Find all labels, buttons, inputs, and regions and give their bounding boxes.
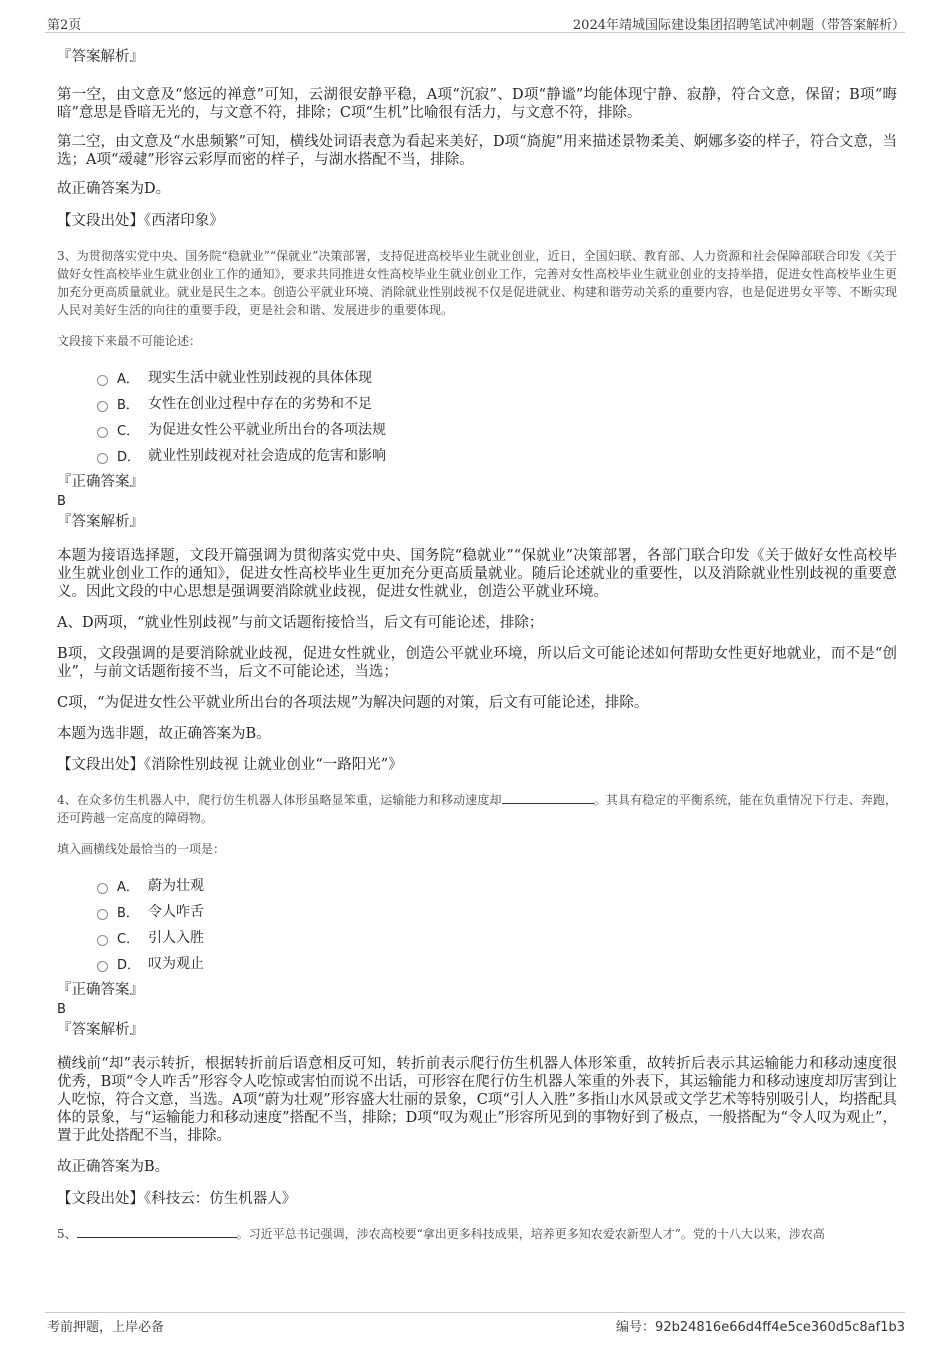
q4-option-d[interactable]	[57, 950, 897, 976]
q4-options	[57, 872, 897, 976]
q2-analysis-para-1: 第一空，由文意及“悠远的禅意”可知，云湖很安静平稳，A项“沉寂”、D项“静谧”均能体现宁静、寂静，符合文意，保留；B项“晦暗”意思是昏暗无光的，与文意不符，排除；C项“生机”比喻很有活力，与文意不符，排除。	[57, 87, 897, 121]
radio-icon[interactable]	[97, 909, 108, 920]
footer-divider	[45, 1312, 905, 1313]
q3-answer-label: 『正确答案』	[57, 474, 144, 490]
radio-icon[interactable]	[97, 375, 108, 386]
q3-analysis-para-1: 本题为接语选择题，文段开篇强调为贯彻落实党中央、国务院“稳就业”“保就业”决策部署，各部门联合印发《关于做好女性高校毕业生就业创业工作的通知》，促进女性高校毕业生更加充分更高质量就业。随后论述就业的重要性，以及消除就业性别歧视的重要意义。因此文段的中心思想是强调要消除就业歧视，促进女性就业，创造公平就业环境。	[57, 548, 897, 600]
code-label: 编号：	[616, 1320, 656, 1335]
option-letter: B．	[117, 397, 139, 413]
option-text: 为促进女性公平就业所出台的各项法规	[148, 422, 386, 438]
q3-option-c[interactable]	[57, 416, 897, 442]
fill-blank	[77, 1225, 237, 1238]
radio-icon[interactable]	[97, 401, 108, 412]
option-letter: B．	[117, 905, 139, 921]
option-text: 叹为观止	[148, 956, 204, 972]
question-5	[57, 1225, 897, 1243]
q4-question-text	[57, 791, 897, 827]
option-letter: C．	[117, 931, 140, 947]
radio-icon[interactable]	[97, 935, 108, 946]
q2-conclusion: 故正确答案为D。	[57, 181, 171, 197]
q3-option-a[interactable]	[57, 364, 897, 390]
q4-analysis-label: 『答案解析』	[57, 1022, 144, 1038]
document-title: 2024年靖城国际建设集团招聘笔试冲刺题（带答案解析）	[572, 18, 905, 33]
option-text: 女性在创业过程中存在的劣势和不足	[148, 396, 372, 412]
option-text: 令人咋舌	[148, 904, 204, 920]
q4-conclusion: 故正确答案为B。	[57, 1159, 170, 1175]
q4-option-b[interactable]	[57, 898, 897, 924]
q5-question-text	[57, 1225, 897, 1243]
option-text: 蔚为壮观	[148, 878, 204, 894]
option-letter: D．	[117, 449, 141, 465]
q4-source: 【文段出处】《科技云：仿生机器人》	[57, 1191, 297, 1207]
option-text: 就业性别歧视对社会造成的危害和影响	[148, 448, 386, 464]
q3-options	[57, 364, 897, 468]
page-header	[0, 0, 950, 34]
q5-question-after: 。习近平总书记强调，涉农高校要“拿出更多科技成果，培养更多知农爱农新型人才”。党的十八大以来，涉农高	[236, 1227, 825, 1241]
question-4	[57, 791, 897, 1208]
code-value: 92b24816e66d4ff4e5ce360d5c8af1b3	[655, 1320, 905, 1335]
q3-answer: B	[57, 494, 66, 509]
q5-number: 5、	[57, 1227, 77, 1241]
q3-source: 【文段出处】《消除性别歧视 让就业创业“一路阳光”》	[57, 757, 403, 773]
page-number: 第2页	[47, 18, 82, 33]
q4-question-after: 。其具有稳定的平衡系统，能在负重情况下行走、奔跑，还可跨越一定高度的障碍物。	[57, 793, 897, 825]
q3-analysis-para-4: C项，“为促进女性公平就业所出台的各项法规”为解决问题的对策，后文有可能论述，排除。	[57, 695, 649, 711]
page-content	[57, 40, 897, 1243]
radio-icon[interactable]	[97, 883, 108, 894]
q4-analysis-para-1: 横线前“却”表示转折，根据转折前后语意相反可知，转折前表示爬行仿生机器人体形笨重，故转折后表示其运输能力和移动速度很优秀，B项“令人咋舌”形容令人吃惊或害怕而说不出话，可形容在爬行仿生机器人笨重的外表下，其运输能力和移动速度却厉害到让人吃惊，符合文意，当选。A项“蔚为壮观”形容盛大壮丽的景象，C项“引人入胜”多指山水风景或文学艺术等特别吸引人，均搭配具体的景象，与“运输能力和移动速度”搭配不当，排除；D项“叹为观止”形容所见到的事物好到了极点，一般搭配为“令人叹为观止”，置于此处搭配不当，排除。	[57, 1056, 897, 1144]
q3-conclusion: 本题为选非题，故正确答案为B。	[57, 726, 271, 742]
q3-question-text: 3、为贯彻落实党中央、国务院“稳就业”“保就业”决策部署，支持促进高校毕业生就业创业，近日，全国妇联、教育部、人力资源和社会保障部联合印发《关于做好女性高校毕业生就业创业工作的通知》，要求共同推进女性高校毕业生就业创业工作，完善对女性高校毕业生就业创业的支持举措，促进女性高校毕业生更加充分更高质量就业。就业是民生之本。创造公平就业环境、消除就业性别歧视不仅是促进就业、构建和谐劳动关系的重要内容，也是促进男女平等、不断实现人民对美好生活的向往的重要手段，更是社会和谐、发展进步的重要体现。	[57, 249, 898, 317]
radio-icon[interactable]	[97, 961, 108, 972]
document-code	[616, 1316, 905, 1335]
q4-prompt: 填入画横线处最恰当的一项是：	[57, 842, 226, 856]
header-divider	[45, 32, 905, 33]
radio-icon[interactable]	[97, 427, 108, 438]
option-text: 引人入胜	[148, 930, 204, 946]
fill-blank	[502, 791, 594, 804]
q3-analysis-label: 『答案解析』	[57, 514, 144, 530]
option-letter: C．	[117, 423, 140, 439]
q3-option-b[interactable]	[57, 390, 897, 416]
q4-question-before: 4、在众多仿生机器人中，爬行仿生机器人体形虽略显笨重，运输能力和移动速度却	[57, 793, 502, 807]
q4-answer-label: 『正确答案』	[57, 982, 144, 998]
q3-prompt: 文段接下来最不可能论述：	[57, 334, 202, 348]
q2-analysis	[57, 47, 897, 230]
page-footer	[0, 1308, 950, 1345]
q2-analysis-para-2: 第二空，由文意及“水患频繁”可知，横线处词语表意为看起来美好，D项“旖旎”用来描述景物柔美、婀娜多姿的样子，符合文意，当选；A项“叆叇”形容云彩厚而密的样子，与湖水搭配不当，排除。	[57, 134, 897, 168]
question-3	[57, 247, 897, 774]
radio-icon[interactable]	[97, 453, 108, 464]
q4-option-c[interactable]	[57, 924, 897, 950]
q3-analysis-para-3: B项，文段强调的是要消除就业歧视，促进女性就业，创造公平就业环境，所以后文可能论述如何帮助女性更好地就业，而不是“创业”，与前文话题衔接不当，后文不可能论述，当选；	[57, 646, 897, 680]
q2-source: 【文段出处】《西渚印象》	[57, 213, 224, 229]
option-letter: A．	[117, 371, 139, 387]
q2-analysis-label: 『答案解析』	[57, 49, 144, 65]
q3-option-d[interactable]	[57, 442, 897, 468]
option-letter: A．	[117, 879, 139, 895]
footer-slogan: 考前押题，上岸必备	[47, 1320, 165, 1335]
q4-option-a[interactable]	[57, 872, 897, 898]
option-text: 现实生活中就业性别歧视的具体体现	[148, 370, 372, 386]
q4-answer: B	[57, 1002, 66, 1017]
option-letter: D．	[117, 957, 141, 973]
q3-analysis-para-2: A、D两项，“就业性别歧视”与前文话题衔接恰当，后文有可能论述，排除；	[57, 615, 544, 631]
